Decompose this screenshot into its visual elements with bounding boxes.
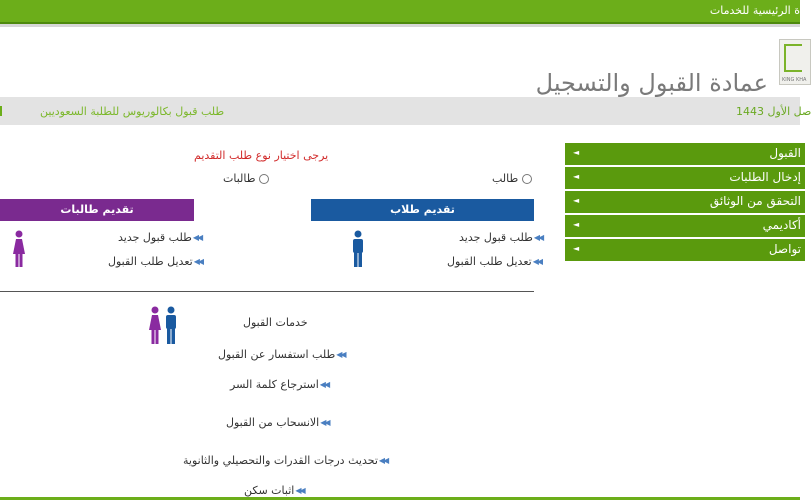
site-header: [0, 24, 807, 100]
male-edit-application-link[interactable]: [447, 255, 541, 268]
logo-mark-icon: [784, 44, 802, 72]
logo-text: KING KHA: [782, 77, 807, 83]
double-chevron-left-icon: ◀◀: [378, 456, 388, 465]
chevron-left-icon: ◄: [573, 220, 580, 229]
top-bar: [0, 0, 800, 24]
sidebar-item-label: إدخال الطلبات: [729, 170, 801, 184]
double-chevron-left-icon: ◀◀: [320, 418, 329, 427]
sidebar-item-label: القبول: [769, 146, 801, 160]
double-chevron-left-icon: ◀◀: [533, 233, 543, 242]
link-label: تحديث درجات القدرات والتحصيلي والثانوية: [183, 454, 378, 467]
admission-withdrawal-link[interactable]: [226, 416, 329, 429]
link-label: تعديل طلب القبول: [108, 255, 193, 268]
male-applicants-header: تقديم طلاب: [311, 199, 534, 221]
male-person-icon: [351, 230, 365, 268]
password-recovery-link[interactable]: [230, 378, 328, 391]
sidebar-item-label: التحقق من الوثائق: [709, 194, 801, 208]
double-chevron-left-icon: ◀◀: [532, 257, 542, 266]
female-person-icon: [11, 230, 27, 268]
female-new-application-link[interactable]: [118, 231, 201, 244]
radio-male[interactable]: [492, 172, 532, 185]
sidebar-item-contact[interactable]: [565, 239, 805, 262]
link-label: الانسحاب من القبول: [226, 416, 320, 429]
link-label: طلب استفسار عن القبول: [218, 348, 336, 361]
sidebar-item-academic[interactable]: [565, 215, 805, 238]
sidebar-item-enter-applications[interactable]: [565, 167, 805, 190]
page-title: عمادة القبول والتسجيل: [535, 69, 768, 97]
link-label: استرجاع كلمة السر: [230, 378, 319, 391]
double-chevron-left-icon: ◀◀: [319, 380, 329, 389]
female-applicants-header: تقديم طالبات: [0, 199, 194, 221]
university-logo[interactable]: [779, 39, 811, 85]
chevron-left-icon: ◄: [573, 148, 580, 157]
update-scores-link[interactable]: [183, 454, 387, 467]
application-type-prompt: يرجى اختيار نوع طلب التقديم: [194, 149, 329, 162]
sidebar-item-label: تواصل: [768, 242, 801, 256]
radio-male-circle[interactable]: [522, 174, 532, 184]
radio-male-label: طالب: [492, 172, 519, 185]
radio-female-label: طالبات: [223, 172, 256, 185]
couple-icon: [146, 306, 180, 346]
housing-proof-link[interactable]: [244, 484, 304, 497]
sidebar-item-label: أكاديمي: [762, 218, 801, 232]
chevron-left-icon: ◄: [573, 244, 580, 253]
sidebar-item-admission[interactable]: [565, 143, 805, 166]
double-chevron-left-icon: ◀◀: [336, 350, 345, 359]
top-bar-link[interactable]: ة الرئيسية للخدمات: [709, 4, 800, 17]
sub-header-bar: [0, 97, 811, 125]
chevron-left-icon: ◄: [573, 172, 580, 181]
admission-services-title: خدمات القبول: [243, 316, 308, 329]
link-label: اثبات سكن: [244, 484, 295, 497]
double-chevron-left-icon: ◀◀: [193, 257, 203, 266]
chevron-left-icon: ◄: [573, 196, 580, 205]
sidebar-menu: [565, 143, 805, 263]
semester-label: صل الأول 1443: [736, 105, 811, 118]
admission-inquiry-link[interactable]: [218, 348, 345, 361]
sidebar-item-document-verification[interactable]: [565, 191, 805, 214]
double-chevron-left-icon: ◀◀: [295, 486, 304, 495]
application-type-label: طلب قبول بكالوريوس للطلبة السعوديين: [40, 105, 225, 118]
link-label: طلب قبول جديد: [118, 231, 192, 244]
female-edit-application-link[interactable]: [108, 255, 202, 268]
section-divider: [0, 291, 534, 292]
radio-female-circle[interactable]: [259, 174, 269, 184]
subbar-marker: [0, 106, 2, 116]
link-label: تعديل طلب القبول: [447, 255, 532, 268]
male-new-application-link[interactable]: [459, 231, 542, 244]
radio-female[interactable]: [223, 172, 269, 185]
double-chevron-left-icon: ◀◀: [192, 233, 202, 242]
link-label: طلب قبول جديد: [459, 231, 533, 244]
